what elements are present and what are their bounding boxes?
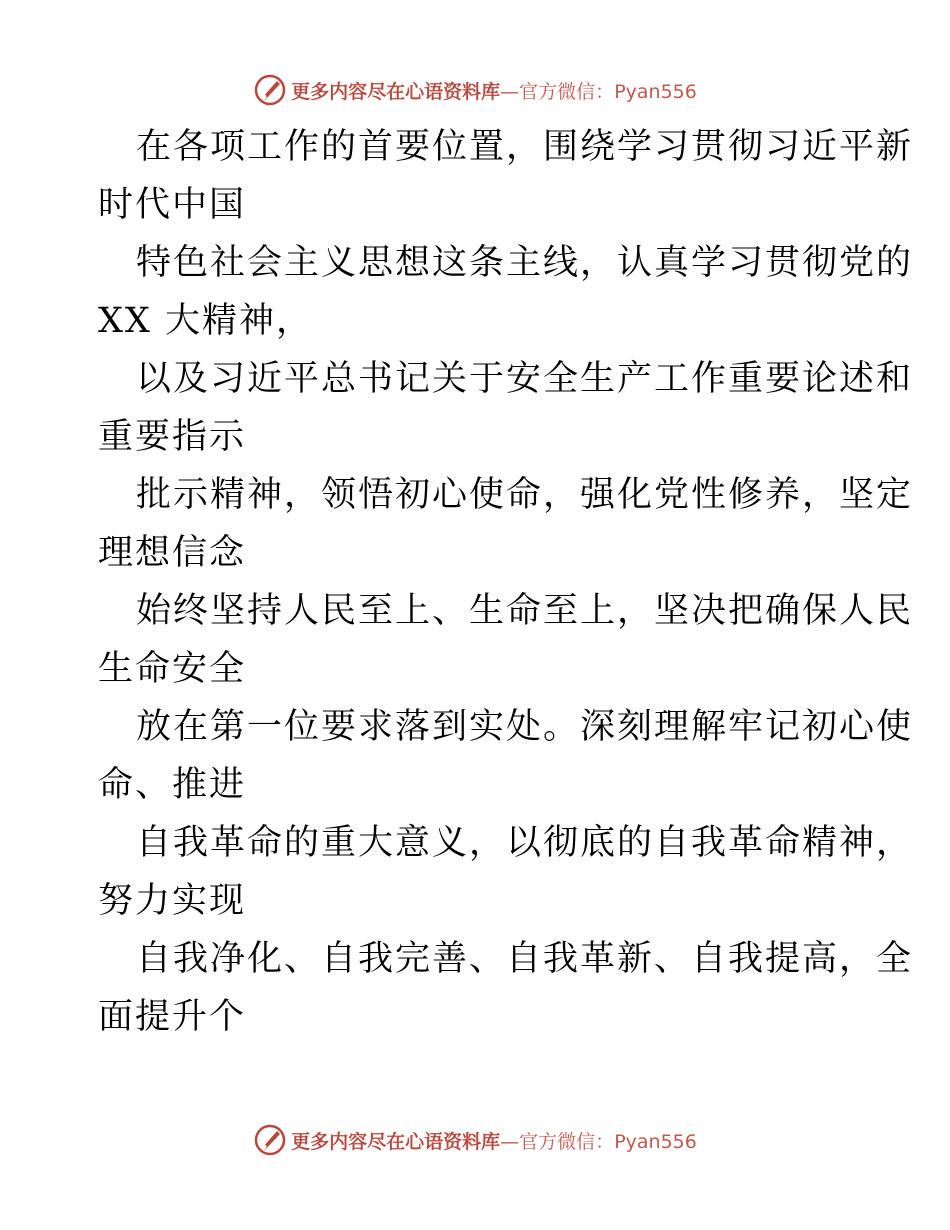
paragraph-line: 重要指示: [98, 417, 247, 457]
paragraph-line: 以及习近平总书记关于安全生产工作重要论述和: [136, 359, 914, 399]
paragraph-line: 放在第一位要求落到实处。深刻理解牢记初心使: [136, 707, 914, 747]
paragraph: [98, 698, 914, 814]
header-watermark: [0, 70, 950, 110]
watermark-text: [291, 1127, 697, 1154]
paragraph-line: 特色社会主义思想这条主线，认真学习贯彻党的: [136, 243, 914, 283]
watermark-text: [291, 77, 697, 104]
quill-circle-icon: [253, 73, 287, 107]
watermark-dash: —: [500, 1130, 520, 1153]
paragraph-line: 面提升个: [98, 997, 247, 1037]
watermark-brand: 更多内容尽在心语资料库: [291, 1130, 501, 1153]
footer-watermark: [0, 1120, 950, 1160]
watermark-brand: 更多内容尽在心语资料库: [291, 80, 501, 103]
paragraph: [98, 930, 914, 1046]
paragraph-line: 批示精神，领悟初心使命，强化党性修养，坚定: [136, 475, 914, 515]
paragraph: [98, 466, 914, 582]
paragraph-line: 生命安全: [98, 649, 247, 689]
paragraph: [98, 118, 914, 234]
paragraph-line: 始终坚持人民至上、生命至上，坚决把确保人民: [136, 591, 914, 631]
paragraph: [98, 234, 914, 350]
watermark-label: 官方微信：: [519, 1130, 615, 1153]
paragraph-line: 自我革命的重大意义，以彻底的自我革命精神，: [136, 823, 914, 863]
document-body: [98, 118, 914, 1046]
paragraph-line: XX 大精神，: [98, 301, 313, 341]
watermark-label: 官方微信：: [519, 80, 615, 103]
paragraph-line: 理想信念: [98, 533, 247, 573]
paragraph-line: 自我净化、自我完善、自我革新、自我提高，全: [136, 939, 914, 979]
watermark-wechat-id: Pyan556: [614, 80, 697, 103]
paragraph: [98, 814, 914, 930]
paragraph-line: 努力实现: [98, 881, 247, 921]
watermark-wechat-id: Pyan556: [614, 1130, 697, 1153]
quill-circle-icon: [253, 1123, 287, 1157]
paragraph: [98, 350, 914, 466]
paragraph-line: 时代中国: [98, 185, 247, 225]
paragraph-line: 在各项工作的首要位置，围绕学习贯彻习近平新: [136, 127, 914, 167]
watermark-dash: —: [500, 80, 520, 103]
paragraph: [98, 582, 914, 698]
paragraph-line: 命、推进: [98, 765, 247, 805]
